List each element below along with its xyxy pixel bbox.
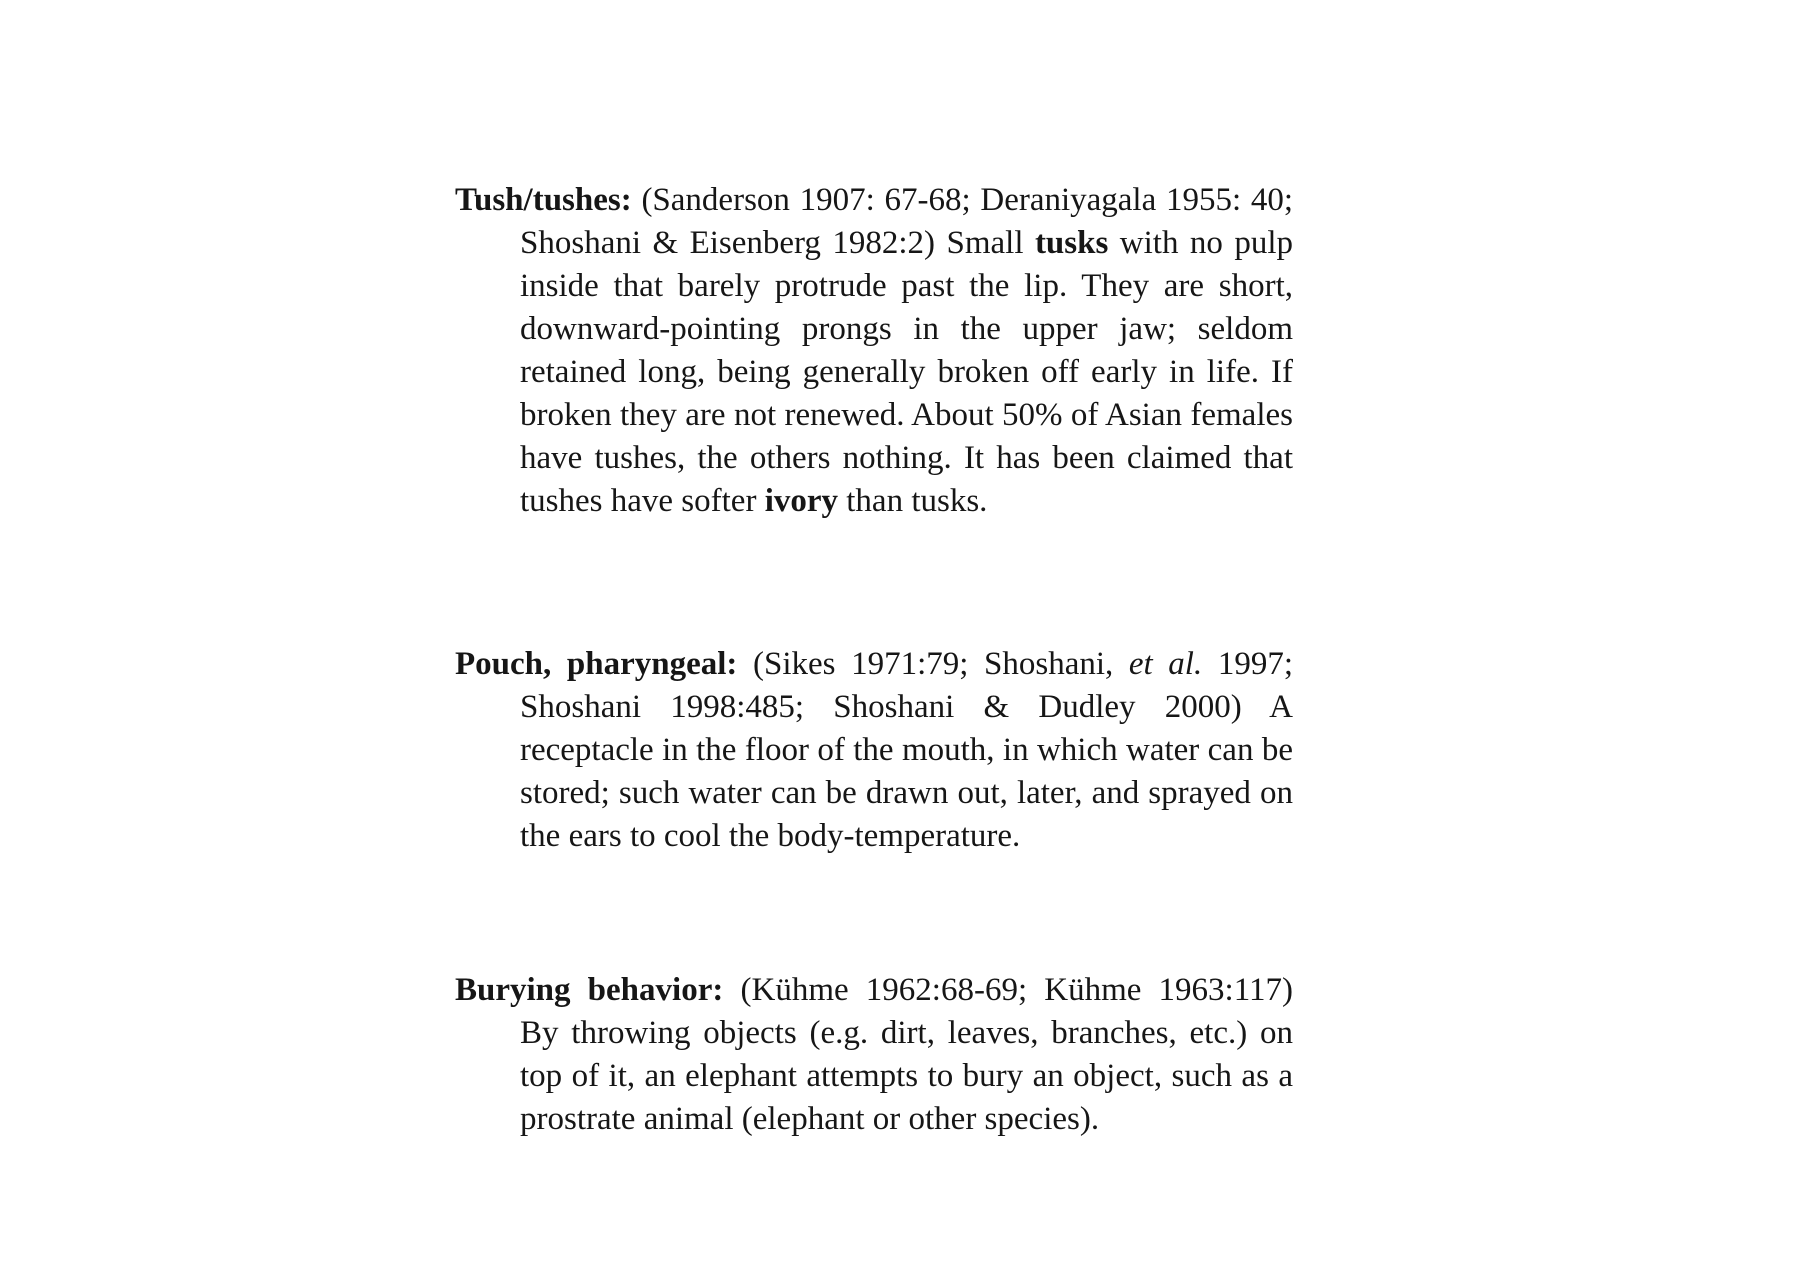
entry-references-italic: et al. bbox=[1128, 646, 1203, 682]
entry-references: (Sanderson 1907: 67-68; Deraniyagala 1955: 40; Shoshani & Eisenberg 1982:2) bbox=[520, 182, 1294, 261]
entry-definition: A receptacle in the floor of the mouth, in which water can be stored; such water can be drawn out, later, and sprayed on the ears to cool the body-temperature. bbox=[520, 689, 1293, 854]
glossary-entry-pouch bbox=[455, 643, 1293, 858]
entry-term: Pouch, pharyngeal: bbox=[455, 646, 738, 682]
entry-term: Burying behavior: bbox=[455, 972, 724, 1008]
entry-definition-part: Small bbox=[946, 225, 1035, 261]
entry-definition-part: with no pulp inside that barely protrude past the lip. They are short, downward-pointing prongs in the upper jaw; seldom retained long, being generally broken off early in life. If broken they are not renewed. About 50% of Asian females have tushes, the others nothing. It has been claimed that tushes have softer bbox=[520, 225, 1293, 519]
entry-references: (Sikes 1971:79; Shoshani, bbox=[752, 646, 1129, 682]
entry-bold-term: ivory bbox=[764, 483, 839, 519]
glossary-entry-tush bbox=[455, 179, 1293, 523]
entry-definition: By throwing objects (e.g. dirt, leaves, branches, etc.) on top of it, an elephant attempts to bury an object, such as a prostrate animal (elephant or other species). bbox=[520, 1015, 1293, 1137]
entry-definition-part: than tusks. bbox=[838, 483, 988, 519]
glossary-entry-burying bbox=[455, 969, 1293, 1141]
entry-term: Tush/tushes: bbox=[455, 182, 632, 218]
entry-bold-term: tusks bbox=[1034, 225, 1109, 261]
entry-references: (Kühme 1962:68-69; Kühme 1963:117) bbox=[740, 972, 1293, 1008]
entry-references: 1997; Shoshani 1998:485; Shoshani & Dudley 2000) bbox=[520, 646, 1294, 725]
